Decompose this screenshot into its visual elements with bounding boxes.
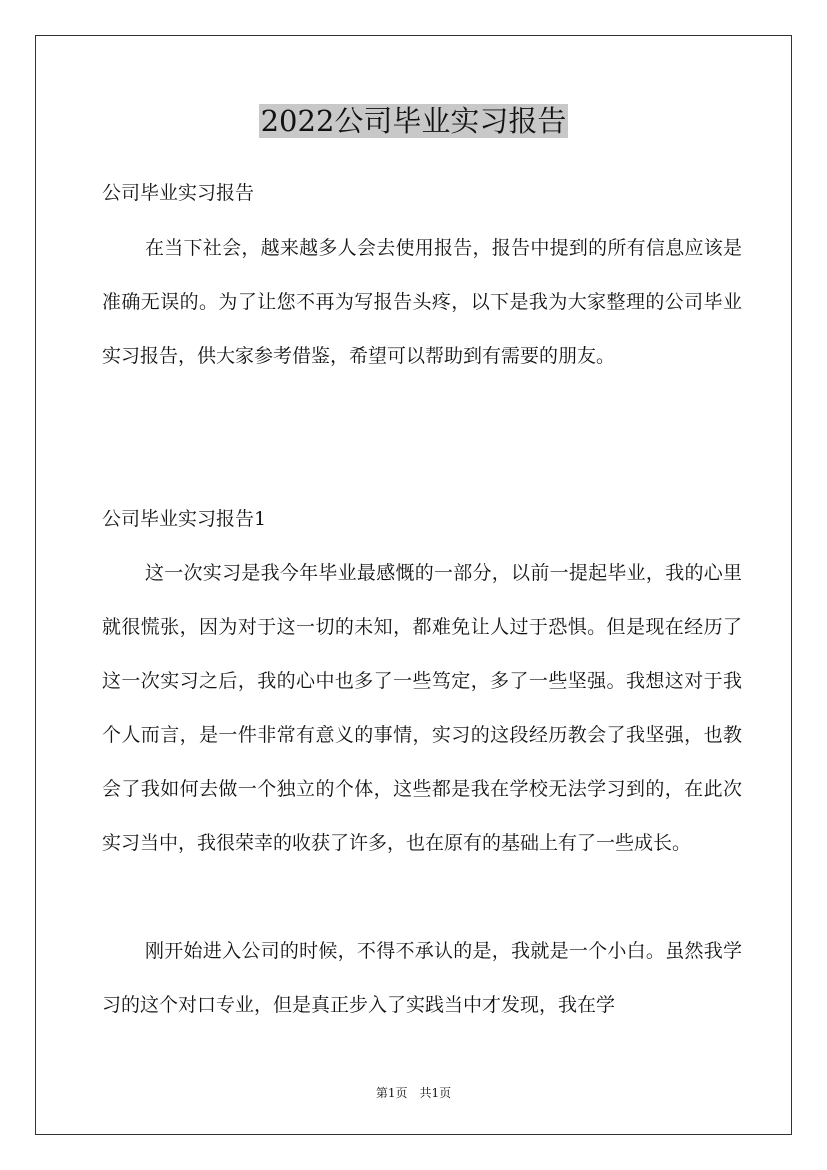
section1-paragraph-2: 刚开始进入公司的时候，不得不承认的是，我就是一个小白。虽然我学习的这个对口专业，但是真正步入了实践当中才发现，我在学 [102,940,742,1016]
document-title-text: 2022公司毕业实习报告 [260,104,567,138]
section1-heading: 公司毕业实习报告1 [102,508,267,530]
page-number-footer: 第1页 共1页 [375,1086,452,1100]
section1-paragraph-1: 这一次实习是我今年毕业最感慨的一部分，以前一提起毕业，我的心里就很慌张，因为对于这一切的未知，都难免让人过于恐惧。但是现在经历了这一次实习之后，我的心中也多了一些笃定，多了一些坚强。我想这对于我个人而言，是一件非常有意义的事情，实习的这段经历教会了我坚强，也教会了我如何去做一个独立的个体，这些都是我在学校无法学习到的，在此次实习当中，我很荣幸的收获了许多，也在原有的基础上有了一些成长。 [102,562,742,854]
intro-paragraph: 在当下社会，越来越多人会去使用报告，报告中提到的所有信息应该是准确无误的。为了让您不再为写报告头疼，以下是我为大家整理的公司毕业实习报告，供大家参考借鉴，希望可以帮助到有需要的朋友。 [102,237,742,367]
intro-heading: 公司毕业实习报告 [102,182,255,204]
document-title [0,100,827,142]
